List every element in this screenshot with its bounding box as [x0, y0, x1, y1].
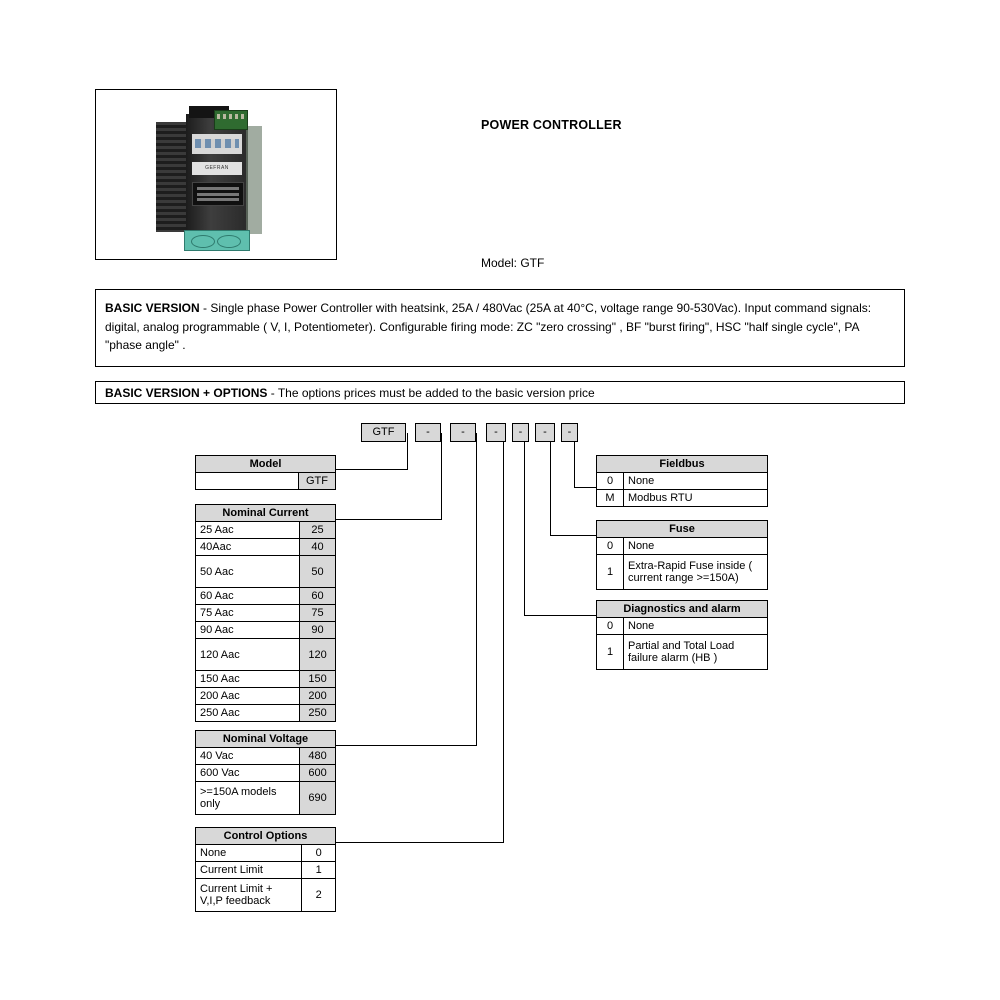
- options-version-label: BASIC VERSION + OPTIONS: [105, 386, 268, 400]
- co-code-2: 2: [302, 879, 336, 912]
- fb-code-0: 0: [597, 473, 624, 490]
- dg-label-0: None: [624, 618, 768, 635]
- table-row: [597, 635, 768, 670]
- connector-line: [336, 745, 477, 746]
- table-nominal-voltage: [195, 730, 336, 815]
- table-fieldbus: [596, 455, 768, 507]
- connector-line: [336, 842, 504, 843]
- connector-line: [407, 433, 408, 469]
- connector-line: [336, 469, 408, 470]
- nc-label-5: 90 Aac: [196, 622, 300, 639]
- nc-code-6: 120: [300, 639, 336, 671]
- device-illustration: [156, 104, 271, 249]
- nc-code-5: 90: [300, 622, 336, 639]
- nv-label-2: >=150A models only: [196, 782, 300, 815]
- connector-line: [574, 487, 596, 488]
- code-cell-model: GTF: [361, 423, 406, 442]
- nv-code-2: 690: [300, 782, 336, 815]
- table-model-label-0: [196, 473, 299, 490]
- table-nominal-voltage-title: Nominal Voltage: [196, 731, 336, 748]
- co-label-2: Current Limit + V,I,P feedback: [196, 879, 302, 912]
- connector-line: [441, 433, 442, 519]
- nv-code-1: 600: [300, 765, 336, 782]
- table-row: [196, 748, 336, 765]
- nc-label-9: 250 Aac: [196, 705, 300, 722]
- product-image: [95, 89, 337, 260]
- nc-code-9: 250: [300, 705, 336, 722]
- connector-line: [524, 615, 596, 616]
- nc-code-3: 60: [300, 588, 336, 605]
- connector-line: [524, 433, 525, 615]
- table-row: [196, 639, 336, 671]
- nc-code-0: 25: [300, 522, 336, 539]
- table-control-options: [195, 827, 336, 912]
- dg-code-0: 0: [597, 618, 624, 635]
- fs-label-0: None: [624, 538, 768, 555]
- connector-line: [550, 433, 551, 535]
- co-code-0: 0: [302, 845, 336, 862]
- code-cell-sep-1: -: [415, 423, 441, 442]
- options-version-text: - The options prices must be added to the basic version price: [267, 386, 595, 400]
- table-row: [196, 605, 336, 622]
- table-row: [196, 879, 336, 912]
- nc-label-0: 25 Aac: [196, 522, 300, 539]
- basic-version-text: - Single phase Power Controller with heatsink, 25A / 480Vac (25A at 40°C, voltage range 90-530Vac). Input command signals: digital, analog programmable ( V, I, Potentiometer). Configurable firing mode: ZC "zero crossing" , BF "burst firing", HSC "half single cycle", PA "phase angle" .: [105, 301, 872, 353]
- nv-label-1: 600 Vac: [196, 765, 300, 782]
- fs-label-1: Extra-Rapid Fuse inside ( current range >=150A): [624, 555, 768, 590]
- nc-label-1: 40Aac: [196, 539, 300, 556]
- fb-code-1: M: [597, 490, 624, 507]
- table-row: [196, 765, 336, 782]
- fs-code-1: 1: [597, 555, 624, 590]
- table-model: [195, 455, 336, 490]
- page-title: POWER CONTROLLER: [481, 118, 622, 132]
- table-control-options-title: Control Options: [196, 828, 336, 845]
- fb-label-1: Modbus RTU: [624, 490, 768, 507]
- terminal-block-bottom-graphic: [184, 230, 250, 251]
- table-row: [196, 473, 336, 490]
- table-row: [196, 782, 336, 815]
- nc-label-6: 120 Aac: [196, 639, 300, 671]
- connector-line: [503, 433, 504, 842]
- nc-label-4: 75 Aac: [196, 605, 300, 622]
- table-fuse-title: Fuse: [597, 521, 768, 538]
- table-row: [597, 618, 768, 635]
- table-row: [196, 556, 336, 588]
- device-side-graphic: [246, 126, 262, 234]
- table-model-title: Model: [196, 456, 336, 473]
- dg-label-1: Partial and Total Load failure alarm (HB ): [624, 635, 768, 670]
- table-row: [196, 705, 336, 722]
- heatsink-graphic: [156, 122, 188, 232]
- nc-label-8: 200 Aac: [196, 688, 300, 705]
- code-cell-sep-2: -: [450, 423, 476, 442]
- device-body-graphic: [186, 114, 248, 236]
- table-row: [597, 555, 768, 590]
- nc-label-2: 50 Aac: [196, 556, 300, 588]
- table-row: [196, 622, 336, 639]
- table-fieldbus-title: Fieldbus: [597, 456, 768, 473]
- table-row: [597, 473, 768, 490]
- co-code-1: 1: [302, 862, 336, 879]
- table-diagnostics-title: Diagnostics and alarm: [597, 601, 768, 618]
- options-version-box: [95, 381, 905, 404]
- table-row: [196, 688, 336, 705]
- basic-version-box: [95, 289, 905, 367]
- table-row: [196, 671, 336, 688]
- model-caption: Model: GTF: [481, 256, 545, 270]
- nc-code-8: 200: [300, 688, 336, 705]
- nc-code-4: 75: [300, 605, 336, 622]
- table-row: [196, 588, 336, 605]
- terminal-block-top-graphic: [214, 110, 248, 130]
- nc-code-1: 40: [300, 539, 336, 556]
- table-row: [196, 862, 336, 879]
- code-cell-sep-3: -: [486, 423, 506, 442]
- code-cell-sep-5: -: [535, 423, 555, 442]
- code-cell-sep-6: -: [561, 423, 578, 442]
- nc-code-7: 150: [300, 671, 336, 688]
- co-label-1: Current Limit: [196, 862, 302, 879]
- basic-version-label: BASIC VERSION: [105, 301, 200, 315]
- table-model-code-0: GTF: [299, 473, 336, 490]
- nc-code-2: 50: [300, 556, 336, 588]
- table-row: [597, 538, 768, 555]
- code-cell-sep-4: -: [512, 423, 529, 442]
- fb-label-0: None: [624, 473, 768, 490]
- table-row: [196, 522, 336, 539]
- table-nominal-current-title: Nominal Current: [196, 505, 336, 522]
- nc-label-7: 150 Aac: [196, 671, 300, 688]
- device-display-panel-graphic: [192, 134, 242, 154]
- table-nominal-current: [195, 504, 336, 722]
- connector-line: [476, 433, 477, 745]
- device-brand-label-graphic: GEFRAN: [192, 162, 242, 175]
- fs-code-0: 0: [597, 538, 624, 555]
- table-row: [597, 490, 768, 507]
- connector-line: [550, 535, 596, 536]
- dg-code-1: 1: [597, 635, 624, 670]
- table-row: [196, 845, 336, 862]
- connector-line: [336, 519, 442, 520]
- nc-label-3: 60 Aac: [196, 588, 300, 605]
- table-row: [196, 539, 336, 556]
- table-fuse: [596, 520, 768, 590]
- device-rating-label-graphic: [192, 182, 244, 206]
- co-label-0: None: [196, 845, 302, 862]
- table-diagnostics: [596, 600, 768, 670]
- nv-label-0: 40 Vac: [196, 748, 300, 765]
- nv-code-0: 480: [300, 748, 336, 765]
